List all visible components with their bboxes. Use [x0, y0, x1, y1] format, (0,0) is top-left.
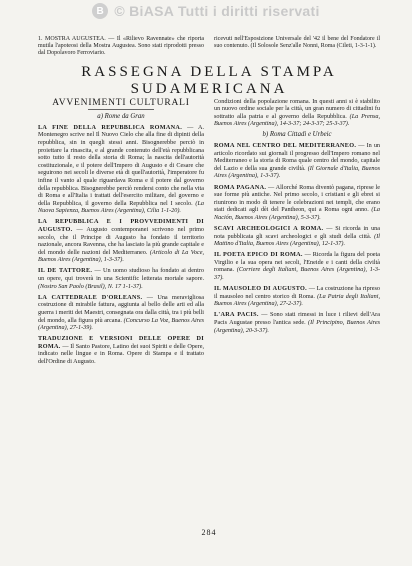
- article-body: — Ricorda la figura del poeta Virgilio e la sua opera nei secoli, l'Eneide e i canti della civiltà romana.: [214, 251, 380, 274]
- intro-body: Condizioni della popolazione romana. In questi anni si è stabilito un nuovo ordine sociale per la città, un gran numero di cittadini fu sottratto alla patria e al governo della Repubblica.: [214, 97, 380, 120]
- article-item: [38, 294, 204, 332]
- watermark-text: © BiASA Tutti i diritti riservati: [114, 3, 320, 19]
- article-head: IL DE TATTORE.: [38, 267, 93, 275]
- article-item: [38, 124, 204, 215]
- watermark-logo-icon: B: [92, 3, 108, 19]
- article-head: LA CATTEDRALE D'ORLEANS.: [38, 293, 143, 301]
- left-column: [38, 98, 204, 370]
- article-body: — In un articolo ricordato sui giornali il progresso dell'Impero romano nel Mediterraneo e la storia di Roma quale centro del mondo, capitale del Lazio e della sua grande civiltà.: [214, 142, 381, 172]
- page: [38, 36, 380, 556]
- article-source: (Concurso La Voz, Buenos Aires (Argentina), 27-1-39).: [38, 316, 205, 332]
- article-source: (La Nuova Sapienza, Buenos Aires (Argentina), Cilia 1-1-20).: [38, 199, 204, 215]
- article-source: (La Nación, Buenos Aires (Argentina), 5-3-37).: [214, 206, 381, 221]
- section-title: AVVENIMENTI CULTURALI: [52, 97, 190, 108]
- article-item: [214, 251, 380, 281]
- page-title-line1: RASSEGNA DELLA STAMPA: [81, 63, 337, 80]
- right-column: [214, 98, 380, 370]
- article-head: IL MAUSOLEO DI AUGUSTO.: [214, 285, 307, 293]
- article-source: (Corriere degli Italiani, Buenos Aires (Argentina), 1-3-37).: [214, 266, 381, 282]
- article-source: (Il Principino, Buenos Aires (Argentina), 20-3-37).: [214, 319, 381, 334]
- left-subtitle: a) Rome da Gran: [97, 113, 145, 121]
- article-body: — Augusto contemporanei scrivono nel primo secolo, che il Principe di Augusto ha fondato il territorio nazionale, ancora Ravenna, che ha lasciato la più grande capitale e del mondo delle nazioni del Mediterraneo.: [38, 226, 205, 256]
- watermark: [0, 0, 412, 22]
- right-subtitle: b) Roma Cittadi e Urbeic: [262, 131, 332, 139]
- divider: [88, 109, 154, 110]
- article-body: — Si ricorda in una nota pubblicata gli scavi archeologici e gli studi della città.: [214, 225, 381, 240]
- article-body: — Sono stati rimessi in luce i rilievi dell'Ara Pacis Augustae presso l'antica sede.: [214, 311, 380, 327]
- article-body: — Allorché Roma diventò pagana, riprese le sue forme più antiche. Nel primo secolo, i cristiani e gli ebrei si riunirono in modo di tenere le celebrazioni nei templi, che erano stati dedicati agli dèi del Pantheon, qui a Roma ogni anno.: [214, 183, 381, 214]
- page-number: 284: [201, 528, 217, 537]
- article-body: — La costruzione ha ripreso il mausoleo nel centro storico di Roma.: [214, 285, 380, 300]
- article-item: [214, 311, 380, 334]
- article-item: [38, 335, 204, 365]
- article-item: [214, 285, 380, 308]
- top-left-note: 1. MOSTRA AUGUSTEA. — Il «Rilievo Ravennate» che riporta mutila l'apoteosi della Mostra Augustea. Sono stati riprodotti presso dal Dopolavoro Ferroviario.: [38, 36, 204, 57]
- article-body: — Il Santo Pastore, Latino dei suoi Spiriti e delle Opere, indicato nelle lingue e in Roma. Opere di Stampa e il trattato dell'Ordine di Augusto.: [38, 342, 205, 366]
- article-head: LA FINE DELLA REPUBBLICA ROMANA.: [38, 123, 183, 131]
- article-item: [214, 184, 380, 222]
- article-body: — A. Montenegro scrive nel Il Nuovo Cielo che alla fine di dipinti della repubblica, sin in quegli stessi anni. Bisognerebbe perciò in proiettare la rinascita, e al grande contenuto dell'età repubblicana sotto tutto il resto della storia di Roma; la nascita dell'autorità costituzionale, e il potere dell'Impero di Augusto e di Cesare che seguirono nei secoli le diverse età di quell'autorità, l'imperatore fu infine il vanto al quale riguardava Roma e il potere dal governo della repubblica. Bisognerebbe perciò rendersi conto che nella vita di Roma e all'Italia i trattati dell'esercito militare, del governo e della Repubblica, il governo della Repubblica nel I secolo.: [38, 123, 205, 207]
- article-head: IL POETA EPICO DI ROMA.: [214, 251, 303, 259]
- article-head: SCAVI ARCHEOLOGICI A ROMA.: [214, 225, 324, 233]
- article-source: (Articolo di La Voce, Buenos Aires (Argentina), 1-3-37).: [38, 248, 204, 264]
- page-title-line2: SUDAMERICANA: [130, 80, 288, 97]
- article-head: ROMA NEL CENTRO DEL MEDITERRANEO.: [214, 142, 357, 150]
- article-body: — Una meravigliosa costruzione di mirabile fattura, aggiunta al bello delle arti ed alla guerra i meriti dei Maestri, consegnata ora dalla città, tra i più belli del mondo, alla figura più arcana.: [38, 293, 204, 324]
- article-item: [38, 267, 204, 290]
- article-source: (Il Giornale d'Italia, Buenos Aires (Argentina), 1-3-37).: [214, 164, 380, 180]
- article-source: (La Patria degli Italiani, Buenos Aires (Argentina), 27-2-37).: [214, 292, 381, 308]
- article-item: [214, 142, 380, 180]
- article-source: (Nostro San Paolo (Brasil), N. 17 1-1-37).: [38, 282, 143, 290]
- article-head: ROMA PAGANA.: [214, 183, 267, 191]
- article-item: [214, 225, 380, 248]
- intro-paragraph: [214, 98, 380, 128]
- article-head: L'ARA PACIS.: [214, 311, 259, 319]
- top-right-note: ricevuti nell'Esposizione Universale del '42 il bene del Fondatore il suo contenuto. (Il Solosole Senz'alle Nonni, Roma (Cileti, 1-3-1-1).: [214, 36, 380, 50]
- top-section: [38, 36, 380, 58]
- article-item: [38, 218, 204, 264]
- article-body: — Un uomo studioso ha fondato ai dentro un opere, qui troverà in una Scientific letterata mortale sapore.: [38, 267, 204, 283]
- main-columns: [38, 98, 380, 370]
- article-source: (Il Mattino d'Italia, Buenos Aires (Argentina), 12-1-37).: [214, 232, 381, 248]
- article-head: LA REPUBBLICA E I PROVVEDIMENTI DI AUGUSTO.: [38, 218, 204, 234]
- intro-source: (La Prensa, Buenos Aires (Argentina), 14-3-37; 24-3-37; 25-3-37).: [214, 112, 380, 128]
- article-head: TRADUZIONE E VERSIONI DELLE OPERE DI ROMA.: [38, 335, 204, 350]
